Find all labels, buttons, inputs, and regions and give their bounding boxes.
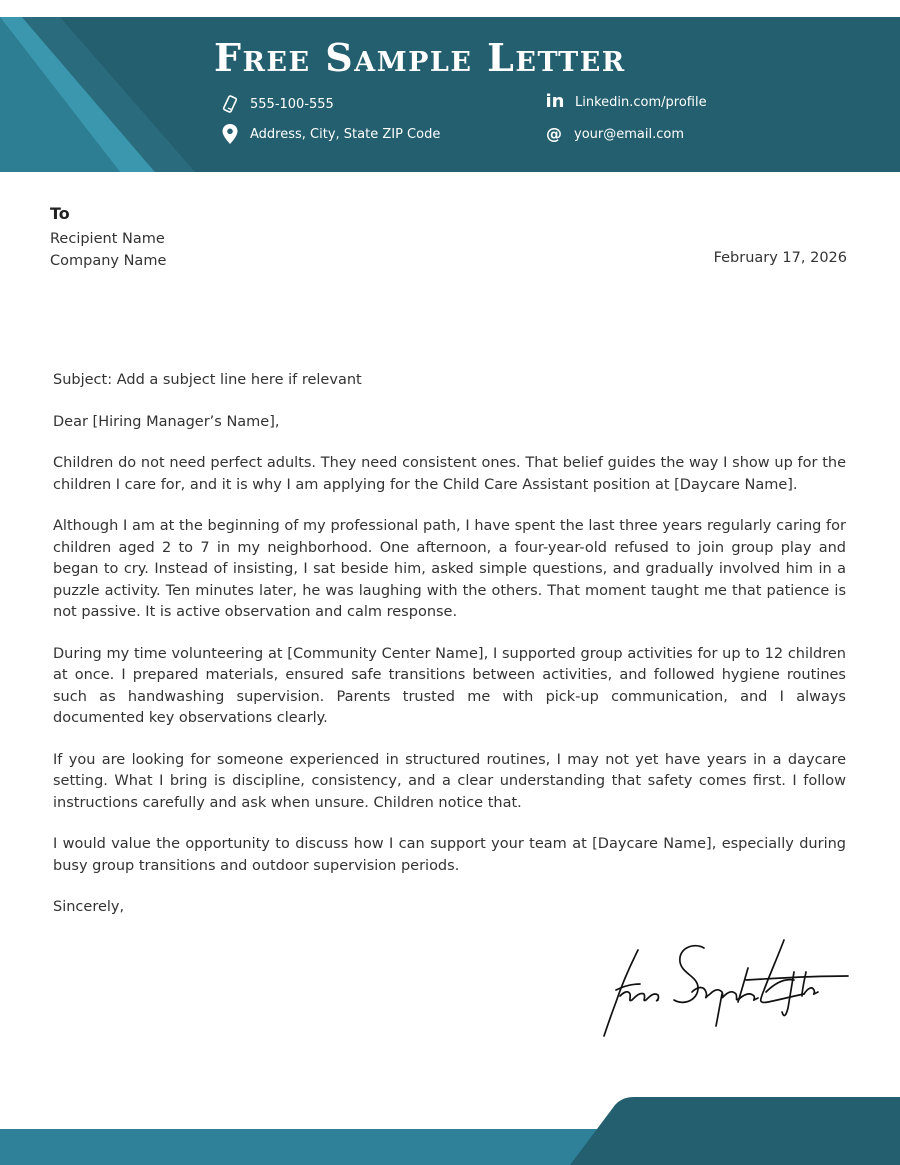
contact-address [220, 124, 440, 144]
letter-date: February 17, 2026 [713, 250, 847, 266]
body-paragraph: Children do not need perfect adults. They need consistent ones. That belief guides the way I show up for the children I care for, and it is why I am applying for the Child Care Assistant position at [Daycare Name]. [53, 455, 846, 493]
email-at-icon: @ [546, 124, 562, 143]
linkedin-url[interactable]: Linkedin.com/profile [575, 94, 707, 110]
subject-line: Subject: Add a subject line here if relevant [53, 372, 362, 388]
contact-phone [220, 94, 334, 114]
address-text: Address, City, State ZIP Code [250, 126, 441, 142]
body-paragraph: If you are looking for someone experienced in structured routines, I may not yet have years in a daycare setting. What I bring is discipline, consistency, and a clear understanding that safety comes first. I follow instructions carefully and ask when unsure. Children notice that. [53, 751, 846, 811]
body-paragraph: I would value the opportunity to discuss how I can support your team at [Daycare Name], especially during busy group transitions and outdoor supervision periods. [53, 836, 846, 874]
company-name: Company Name [50, 253, 167, 269]
to-label: To [50, 204, 70, 223]
header-decoration [0, 17, 240, 172]
body-paragraph: During my time volunteering at [Community Center Name], I supported group activities for up to 12 children at once. I prepared materials, ensured safe transitions between activities, and followed hygiene routines such as handwashing supervision. Parents trusted me with pick-up communication, and I always documented key observations clearly. [53, 645, 846, 726]
letterhead-title: Free Sample Letter [214, 35, 626, 80]
footer-decoration [0, 1095, 900, 1165]
email-address[interactable]: your@email.com [574, 126, 684, 142]
closing: Sincerely, [53, 899, 125, 915]
phone-icon [220, 94, 240, 114]
contact-linkedin [545, 92, 707, 112]
letter-body [53, 370, 846, 919]
location-pin-icon [220, 124, 240, 144]
phone-number: 555-100-555 [250, 96, 334, 112]
body-paragraph: Although I am at the beginning of my professional path, I have spent the last three years regularly caring for children aged 2 to 7 in my neighborhood. One afternoon, a four-year-old refused to join group play and began to cry. Instead of insisting, I sat beside him, asked simple questions, and gradually involved him in a puzzle activity. Ten minutes later, he was laughing with the others. That moment taught me that patience is not passive. It is active observation and calm response. [53, 518, 846, 620]
linkedin-icon: in [545, 91, 565, 112]
recipient-name: Recipient Name [50, 231, 165, 247]
contact-email [544, 124, 684, 144]
letterhead-banner [0, 17, 900, 172]
signature-image [598, 932, 853, 1042]
greeting: Dear [Hiring Manager’s Name], [53, 413, 280, 430]
